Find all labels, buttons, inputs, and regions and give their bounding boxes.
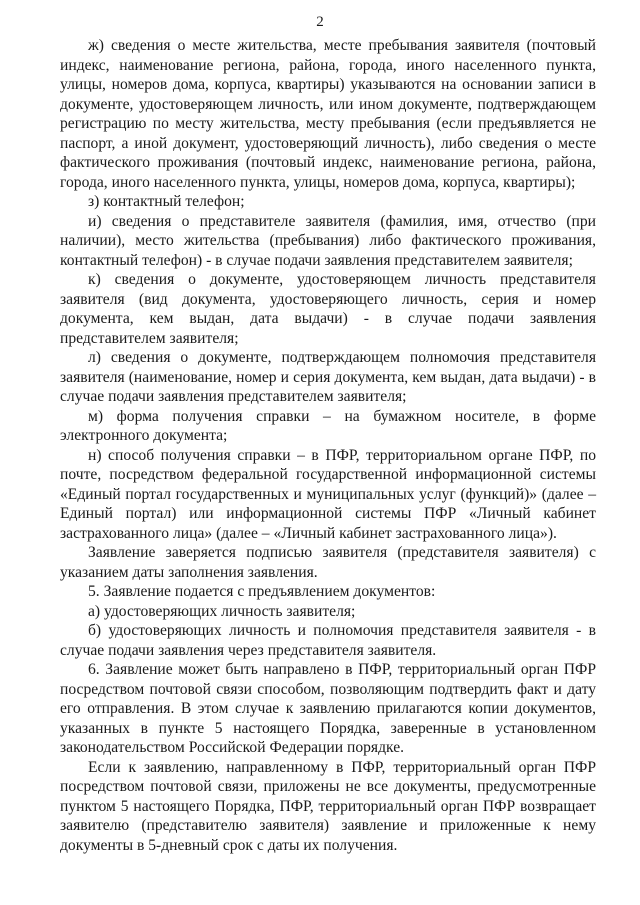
paragraph-zh-residence: ж) сведения о месте жительства, месте пребывания заявителя (почтовый индекс, наименование региона, района, города, иного населенного пункта, улицы, номеров дома, корпуса, квартиры) указываются на основании записи в документе, удостоверяющем личность, или ином документе, подтверждающем регистрацию по месту жительства, месту пребывания (если предъявляется не паспорт, а иной документ, удостоверяющий личность), либо сведения о месте фактического проживания (почтовый индекс, наименование региона, района, города, иного населенного пункта, улицы, номеров дома, корпуса, квартиры); xyxy=(60,37,596,191)
paragraph-z-phone: з) контактный телефон; xyxy=(88,193,245,211)
paragraph-5-documents: 5. Заявление подается с предъявлением документов: xyxy=(88,583,436,601)
paragraph-signature: Заявление заверяется подписью заявителя (представителя заявителя) с указанием даты заполнения заявления. xyxy=(60,544,596,581)
paragraph-5b-representative-id: б) удостоверяющих личность и полномочия представителя заявителя - в случае подачи заявления через представителя заявителя. xyxy=(60,622,596,659)
paragraph-6-return: Если к заявлению, направленному в ПФР, территориальный орган ПФР посредством почтовой связи, приложены не все документы, предусмотренные пунктом 5 настоящего Порядка, ПФР, территориальный орган ПФР возвращает заявителю (представителю заявителя) заявление и приложенные к нему документы в 5-дневный срок с даты их получения. xyxy=(60,758,596,854)
paragraph-k-representative-id: к) сведения о документе, удостоверяющем личность представителя заявителя (вид документа, удостоверяющего личность, серия и номер документа, кем выдан, дата выдачи) - в случае подачи заявления представителем заявителя; xyxy=(60,271,596,347)
paragraph-n-delivery-method: н) способ получения справки – в ПФР, территориальном органе ПФР, по почте, посредством федеральной государственной информационной системы «Единый портал государственных и муниципальных услуг (функций)» (далее – Единый портал) или информационной системы ПФР «Личный кабинет застрахованного лица» (далее – «Личный кабинет застрахованного лица»). xyxy=(60,446,596,542)
paragraph-6-postal-submission: 6. Заявление может быть направлено в ПФР, территориальный орган ПФР посредством почтовой связи способом, позволяющим подтвердить факт и дату его отправления. В этом случае к заявлению прилагаются копии документов, указанных в пункте 5 настоящего Порядка, заверенные в установленном законодательством Российской Федерации порядке. xyxy=(60,661,596,757)
paragraph-i-representative: и) сведения о представителе заявителя (фамилия, имя, отчество (при наличии), место жительства (пребывания) либо фактического проживания, контактный телефон) - в случае подачи заявления представителем заявителя; xyxy=(60,212,596,269)
paragraph-5a-applicant-id: а) удостоверяющих личность заявителя; xyxy=(88,602,356,620)
paragraph-l-authority-document: л) сведения о документе, подтверждающем полномочия представителя заявителя (наименование, номер и серия документа, кем выдан, дата выдачи) - в случае подачи заявления представителем заявителя; xyxy=(60,349,596,406)
paragraph-m-certificate-form: м) форма получения справки – на бумажном носителе, в форме электронного документа; xyxy=(60,407,596,445)
document-body xyxy=(60,36,596,855)
page-number: 2 xyxy=(316,14,324,30)
